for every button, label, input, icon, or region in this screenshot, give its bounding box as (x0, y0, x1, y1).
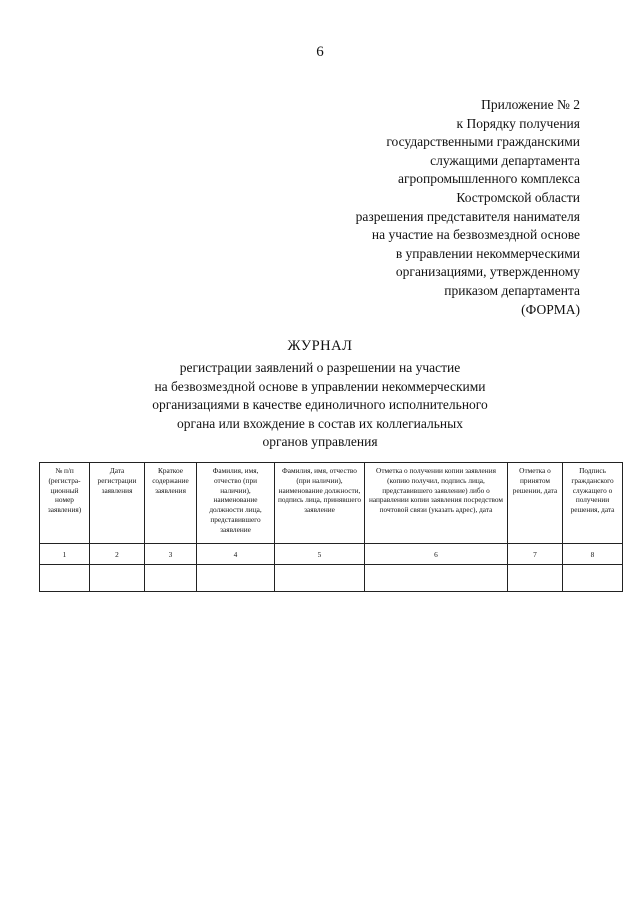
column-number: 2 (90, 544, 145, 565)
appendix-line: на участие на безвозмездной основе (371, 227, 580, 243)
column-number: 3 (145, 544, 197, 565)
table-cell (275, 565, 365, 592)
appendix-block (280, 96, 580, 319)
appendix-line: Костромской области (456, 189, 580, 205)
appendix-line: служащими департамента (430, 152, 580, 168)
journal-subtitle-line: на безвозмездной основе в управлении некоммерческими (154, 378, 486, 394)
column-number: 1 (40, 544, 90, 565)
column-header: Фамилия, имя, отчество (при наличии), наименование должности лица, представившего заявление (197, 463, 275, 544)
journal-title: ЖУРНАЛ (287, 338, 353, 354)
journal-subtitle-line: организациями в качестве единоличного исполнительного (152, 397, 488, 412)
appendix-line: приказом департамента (444, 282, 580, 298)
appendix-line: разрешения представителя нанимателя (355, 208, 580, 224)
column-header: Отметка о принятом решении, дата (508, 463, 563, 544)
journal-subtitle-line: регистрации заявлений о разрешении на участие (179, 360, 461, 375)
column-header: Подпись гражданского служащего о получении решения, дата (563, 463, 623, 544)
column-number: 6 (365, 544, 508, 565)
column-number: 8 (563, 544, 623, 565)
column-number-row (40, 544, 623, 565)
appendix-line: к Порядку получения (456, 115, 580, 131)
column-number: 4 (197, 544, 275, 565)
appendix-line: государственными гражданскими (386, 134, 580, 150)
appendix-line: Приложение № 2 (481, 97, 580, 112)
appendix-line: организациями, утвержденному (395, 264, 580, 280)
column-header: Дата регистрации заявления (90, 463, 145, 544)
column-number: 7 (508, 544, 563, 565)
column-number: 5 (275, 544, 365, 565)
column-header: Отметка о получении копии заявления (копию получил, подпись лица, представившего заявление) либо о направлении копии заявления посредством почтовой связи (указать адрес), дата (365, 463, 508, 544)
appendix-line: агропромышленного комплекса (398, 171, 580, 187)
appendix-line: (ФОРМА) (521, 301, 580, 317)
register-table (39, 462, 623, 592)
column-header: Краткое содержание заявления (145, 463, 197, 544)
table-cell (508, 565, 563, 592)
column-header: № п/п (регистра-ционный номер заявления) (40, 463, 90, 544)
journal-subtitle-line: органа или вхождение в состав их коллегиальных (177, 415, 463, 431)
column-header: Фамилия, имя, отчество (при наличии), наименование должности, подпись лица, принявшего заявление (275, 463, 365, 544)
table-cell (563, 565, 623, 592)
journal-subtitle (0, 359, 640, 452)
page-number: 6 (316, 44, 324, 60)
table-cell (197, 565, 275, 592)
table-cell (90, 565, 145, 592)
table-row (40, 565, 623, 592)
table-cell (40, 565, 90, 592)
table-cell (145, 565, 197, 592)
table-header-row (40, 463, 623, 544)
journal-subtitle-line: органов управления (262, 434, 378, 449)
table-cell (365, 565, 508, 592)
appendix-line: в управлении некоммерческими (395, 245, 580, 261)
